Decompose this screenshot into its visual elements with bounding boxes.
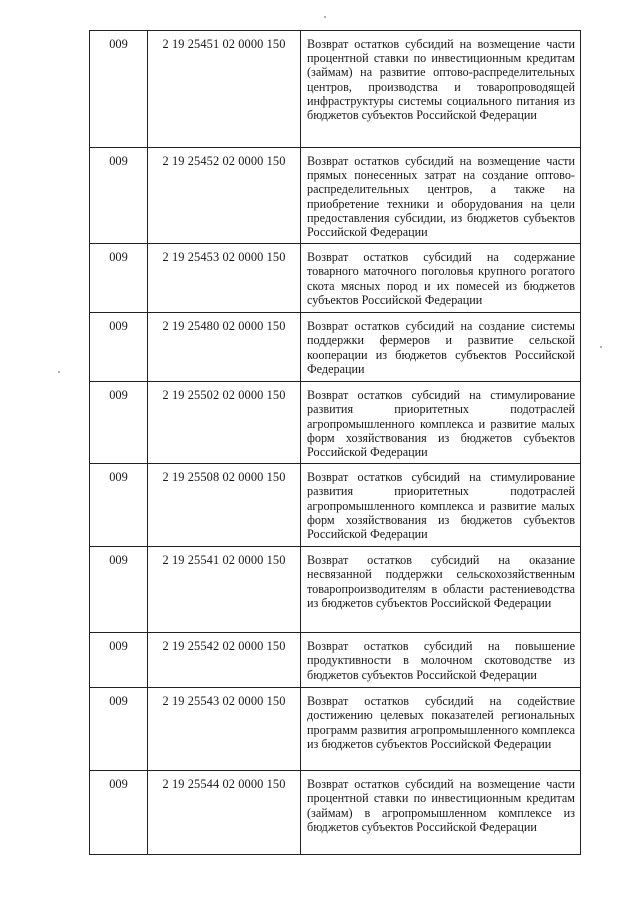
table-row (90, 771, 581, 855)
description-cell: Возврат остатков субсидий на стимулирование развития приоритетных подотраслей агропромышленного комплекса и развитие малых форм хозяйствования из бюджетов субъектов Российской Федерации (301, 382, 581, 464)
budget-code-cell: 2 19 25543 02 0000 150 (148, 688, 301, 771)
description-cell: Возврат остатков субсидий на содействие достижению целевых показателей региональных программ развития агропромышленного комплекса из бюджетов субъектов Российской Федерации (301, 688, 581, 771)
admin-code-cell: 009 (90, 244, 148, 313)
budget-code-cell: 2 19 25453 02 0000 150 (148, 244, 301, 313)
budget-code-cell: 2 19 25508 02 0000 150 (148, 464, 301, 547)
admin-code-cell: 009 (90, 688, 148, 771)
table-row (90, 148, 581, 244)
table-row (90, 547, 581, 633)
description-cell: Возврат остатков субсидий на возмещение части прямых понесенных затрат на создание оптово-распределительных центров, а также на приобретение техники и оборудования на цели предоставления субсидии, из бюджетов субъектов Российской Федерации (301, 148, 581, 244)
description-cell: Возврат остатков субсидий на возмещение части процентной ставки по инвестиционным кредитам (займам) в агропромышленном комплексе из бюджетов субъектов Российской Федерации (301, 771, 581, 855)
admin-code-cell: 009 (90, 31, 148, 148)
table-row (90, 313, 581, 382)
budget-code-cell: 2 19 25542 02 0000 150 (148, 633, 301, 688)
budget-codes-table (89, 30, 581, 855)
admin-code-cell: 009 (90, 547, 148, 633)
description-cell: Возврат остатков субсидий на оказание несвязанной поддержки сельскохозяйственным товаропроизводителям в области растениеводства из бюджетов субъектов Российской Федерации (301, 547, 581, 633)
budget-code-cell: 2 19 25452 02 0000 150 (148, 148, 301, 244)
admin-code-cell: 009 (90, 633, 148, 688)
budget-code-cell: 2 19 25544 02 0000 150 (148, 771, 301, 855)
table-row (90, 633, 581, 688)
description-cell: Возврат остатков субсидий на стимулирование развития приоритетных подотраслей агропромышленного комплекса и развитие малых форм хозяйствования из бюджетов субъектов Российской Федерации (301, 464, 581, 547)
admin-code-cell: 009 (90, 313, 148, 382)
description-cell: Возврат остатков субсидий на содержание товарного маточного поголовья крупного рогатого скота мясных пород и их помесей из бюджетов субъектов Российской Федерации (301, 244, 581, 313)
table-row (90, 31, 581, 148)
scan-speck (324, 16, 326, 18)
budget-code-cell: 2 19 25541 02 0000 150 (148, 547, 301, 633)
admin-code-cell: 009 (90, 771, 148, 855)
description-cell: Возврат остатков субсидий на возмещение части процентной ставки по инвестиционным кредитам (займам) на развитие оптово-распределительных центров, производства и товаропроводящей инфраструктуры системы социального питания из бюджетов субъектов Российской Федерации (301, 31, 581, 148)
admin-code-cell: 009 (90, 148, 148, 244)
table-row (90, 382, 581, 464)
admin-code-cell: 009 (90, 382, 148, 464)
table-row (90, 688, 581, 771)
admin-code-cell: 009 (90, 464, 148, 547)
budget-code-cell: 2 19 25502 02 0000 150 (148, 382, 301, 464)
budget-code-cell: 2 19 25480 02 0000 150 (148, 313, 301, 382)
description-cell: Возврат остатков субсидий на создание системы поддержки фермеров и развитие сельской кооперации из бюджетов субъектов Российской Федерации (301, 313, 581, 382)
table-row (90, 464, 581, 547)
budget-code-cell: 2 19 25451 02 0000 150 (148, 31, 301, 148)
scan-speck (600, 346, 602, 348)
description-cell: Возврат остатков субсидий на повышение продуктивности в молочном скотоводстве из бюджетов субъектов Российской Федерации (301, 633, 581, 688)
table-row (90, 244, 581, 313)
scan-speck (58, 371, 60, 373)
